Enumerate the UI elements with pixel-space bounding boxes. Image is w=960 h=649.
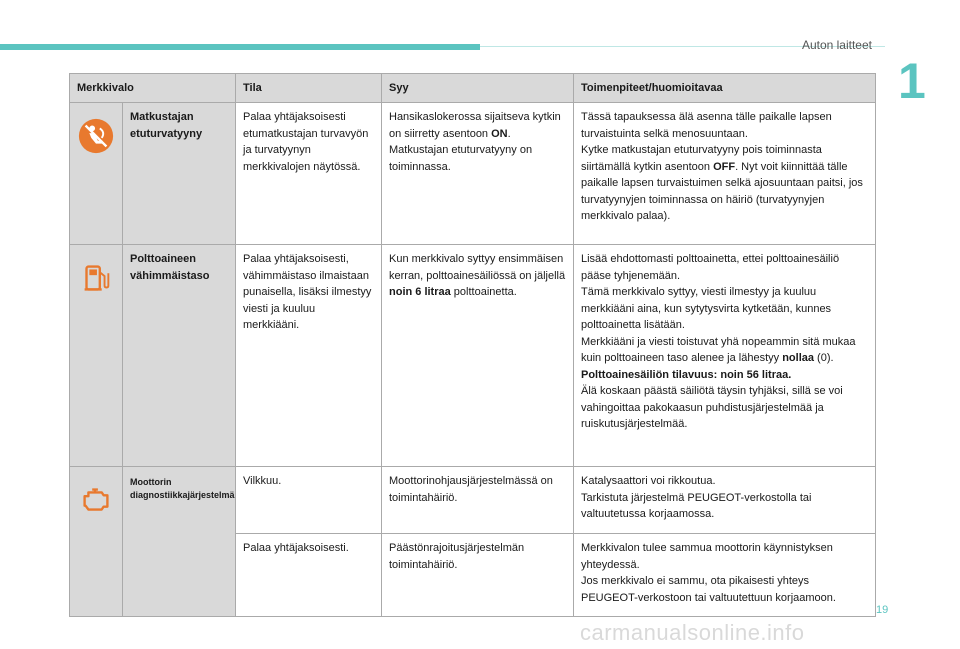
table-row — [70, 245, 876, 467]
light-state: Palaa yhtäjaksoisesti, vähimmäistaso ilmaistaan punaisella, lisäksi ilmestyy viesti ja kuuluu merkkiääni. — [236, 245, 382, 467]
light-cause: Kun merkkivalo syttyy ensimmäisen kerran, polttoainesäiliössä on jäljellä noin 6 litraa polttoainetta. — [382, 245, 574, 467]
airbag-off-icon — [77, 117, 115, 155]
column-header: Merkkivalo — [70, 74, 236, 103]
top-accent-bar — [0, 44, 480, 50]
table-row — [70, 103, 876, 245]
light-cause: Hansikaslokerossa sijaitseva kytkin on siirretty asentoon ON. Matkustajan etuturvatyyny on toiminnassa. — [382, 103, 574, 245]
column-header: Syy — [382, 74, 574, 103]
light-name: Moottorin diagnostiikkajärjestelmä — [123, 467, 236, 617]
watermark: carmanualsonline.info — [580, 620, 805, 645]
chapter-number: 1 — [898, 53, 926, 109]
table-header-row — [70, 74, 876, 103]
light-cause: Moottorinohjausjärjestelmässä on toimintahäiriö. — [382, 467, 574, 534]
light-state: Palaa yhtäjaksoisesti etumatkustajan turvavyön ja turvatyynyn merkkivalojen näytössä. — [236, 103, 382, 245]
light-cause: Päästönrajoitusjärjestelmän toimintahäiriö. — [382, 534, 574, 617]
light-state: Vilkkuu. — [236, 467, 382, 534]
light-action: Katalysaattori voi rikkoutua. Tarkistuta järjestelmä PEUGEOT-verkostolla tai valtuutetussa korjaamossa. — [574, 467, 876, 534]
warning-lights-table — [69, 73, 876, 617]
column-header: Toimenpiteet/huomioitavaa — [574, 74, 876, 103]
light-action: Merkkivalon tulee sammua moottorin käynnistyksen yhteydessä. Jos merkkivalo ei sammu, ota pikaisesti yhteys PEUGEOT-verkostoon tai valtuutettuun korjaamoon. — [574, 534, 876, 617]
icon-cell — [70, 103, 123, 245]
light-action: Tässä tapauksessa älä asenna tälle paikalle lapsen turvaistuinta selkä menosuuntaan. Kytke matkustajan etuturvatyyny pois toiminnasta siirtämällä kytkin asentoon OFF. Nyt voit kiinnittää tälle paikalle lapsen turvaistuimen selkä ajosuuntaan paitsi, jos turvatyynyjen toiminnassa on häiriö (turvatyynyjen merkkivalo palaa). — [574, 103, 876, 245]
fuel-pump-icon — [77, 259, 115, 297]
table-row — [70, 467, 876, 534]
column-header: Tila — [236, 74, 382, 103]
engine-check-icon — [77, 481, 115, 519]
light-state: Palaa yhtäjaksoisesti. — [236, 534, 382, 617]
page-number: 19 — [876, 604, 889, 616]
light-name: Polttoaineen vähimmäistaso — [123, 245, 236, 467]
light-name: Matkustajan etuturvatyyny — [123, 103, 236, 245]
light-action: Lisää ehdottomasti polttoainetta, ettei polttoainesäiliö pääse tyhjenemään. Tämä merkkivalo syttyy, viesti ilmestyy ja kuuluu merkkiääni aina, kun sytytysvirta kytketään, kunnes polttoainetta lisätään. Merkkiääni ja viesti toistuvat yhä nopeammin sitä mukaa kuin polttoaineen taso alenee ja lähestyy nollaa (0). Polttoainesäiliön tilavuus: noin 56 litraa. Älä koskaan päästä säiliötä täysin tyhjäksi, sillä se voi vahingoittaa pakokaasun puhdistusjärjestelmää ja ruiskutusjärjestelmää. — [574, 245, 876, 467]
icon-cell — [70, 245, 123, 467]
icon-cell — [70, 467, 123, 617]
section-title: Auton laitteet — [801, 38, 872, 52]
